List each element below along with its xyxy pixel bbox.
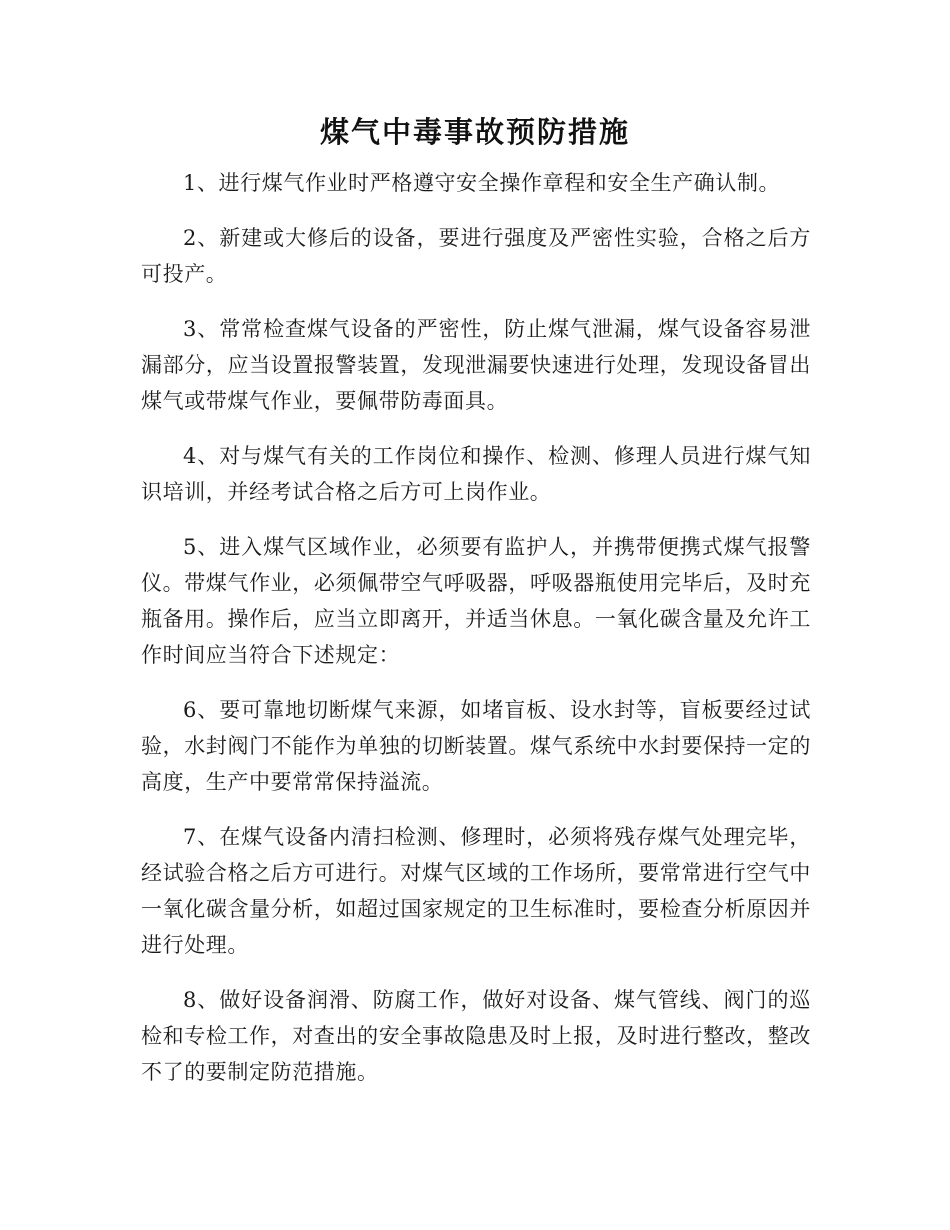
page-title: 煤气中毒事故预防措施: [319, 115, 630, 149]
paragraph-7: 7、在煤气设备内清扫检测、修理时，必须将残存煤气处理完毕，经试验合格之后方可进行。对煤气区域的工作场所，要常常进行空气中一氧化碳含量分析，如超过国家规定的卫生标准时，要检查分析原因并进行处理。: [141, 825, 811, 957]
paragraph-5: 5、进入煤气区域作业，必须要有监护人，并携带便携式煤气报警仪。带煤气作业，必须佩带空气呼吸器，呼吸器瓶使用完毕后，及时充瓶备用。操作后，应当立即离开，并适当休息。一氧化碳含量及允许工作时间应当符合下述规定：: [141, 535, 811, 667]
paragraph-1: 1、进行煤气作业时严格遵守安全操作章程和安全生产确认制。: [183, 171, 781, 195]
paragraph-2: 2、新建或大修后的设备，要进行强度及严密性实验，合格之后方可投产。: [141, 226, 811, 286]
paragraph-6: 6、要可靠地切断煤气来源，如堵盲板、设水封等，盲板要经过试验，水封阀门不能作为单独的切断装置。煤气系统中水封要保持一定的高度，生产中要常常保持溢流。: [141, 698, 811, 794]
paragraph-8: 8、做好设备润滑、防腐工作，做好对设备、煤气管线、阀门的巡检和专检工作，对查出的安全事故隐患及时上报，及时进行整改，整改不了的要制定防范措施。: [141, 988, 811, 1084]
paragraph-4: 4、对与煤气有关的工作岗位和操作、检测、修理人员进行煤气知识培训，并经考试合格之后方可上岗作业。: [141, 444, 811, 504]
paragraph-3: 3、常常检查煤气设备的严密性，防止煤气泄漏，煤气设备容易泄漏部分，应当设置报警装置，发现泄漏要快速进行处理，发现设备冒出煤气或带煤气作业，要佩带防毒面具。: [141, 317, 811, 413]
document-body: [141, 165, 811, 1109]
